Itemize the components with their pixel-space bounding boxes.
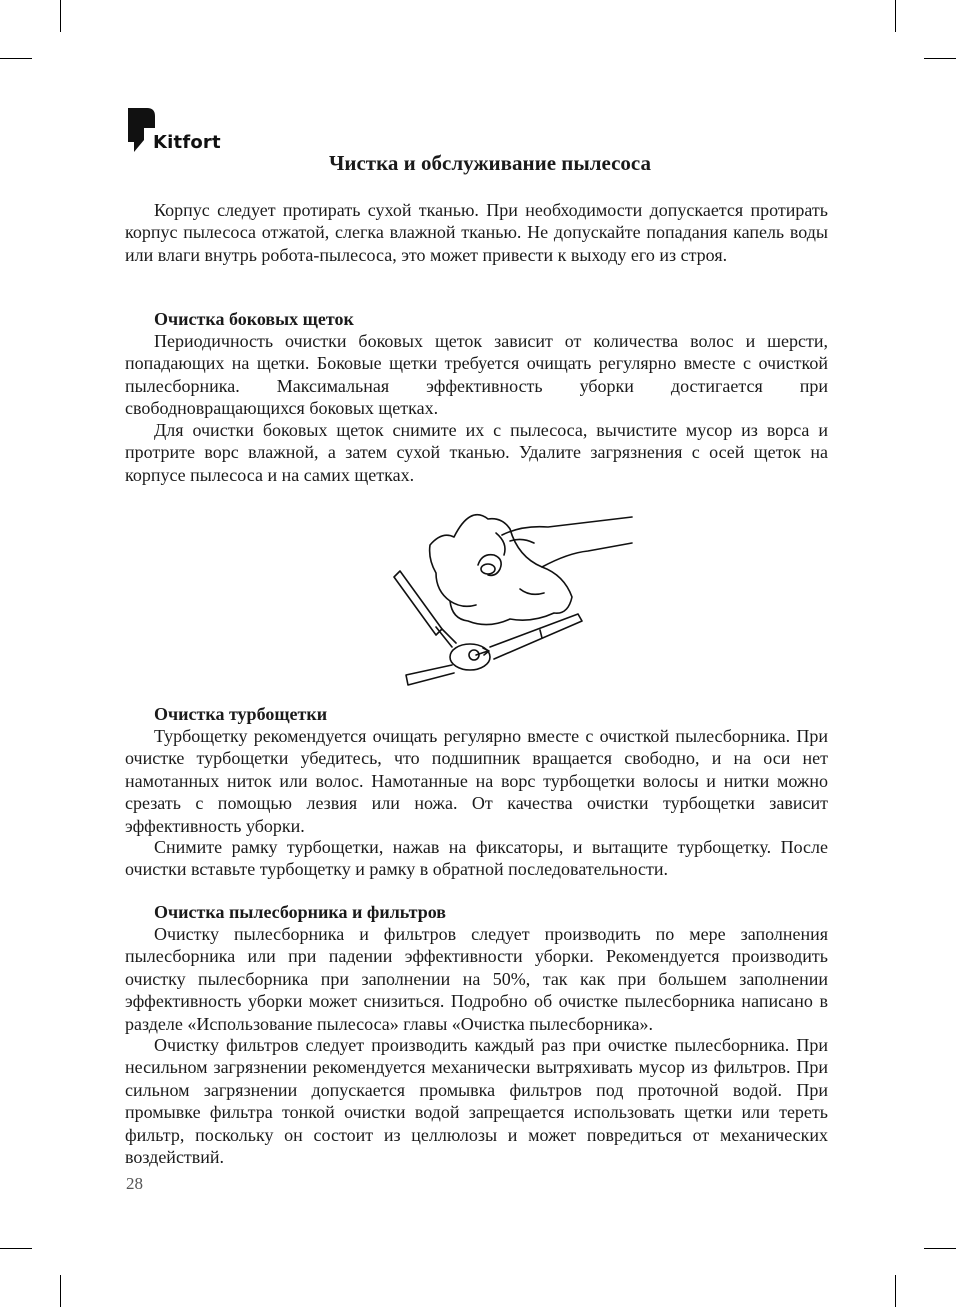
intro-paragraph: Корпус следует протирать сухой тканью. При необходимости допускается протирать корпус пылесоса отжатой, слегка влажной тканью. Не допускайте попадания капель воды или влаги внутрь робота-пылесоса, это может привести к выходу его из строя.: [125, 200, 828, 265]
brand-logo: [126, 106, 222, 158]
page-title: Чистка и обслуживание пылесоса: [328, 151, 652, 175]
section-paragraph: Снимите рамку турбощетки, нажав на фиксаторы, и вытащите турбощетку. После очистки вставьте турбощетку и рамку в обратной последовательности.: [125, 837, 828, 880]
crop-mark: [924, 58, 956, 59]
crop-mark: [895, 1275, 896, 1307]
crop-mark: [924, 1248, 956, 1249]
section-heading: Очистка пылесборника и фильтров: [154, 902, 446, 922]
page-number: 28: [126, 1174, 143, 1193]
crop-mark: [60, 0, 61, 32]
section-paragraph: Периодичность очистки боковых щеток зависит от количества волос и шерсти, попадающих на щетки. Боковые щетки требуется очищать регулярно вместе с очисткой пылесборника. Максимальная эффективность уборки достигается при свободновращающихся боковых щетках.: [125, 331, 828, 419]
crop-mark: [0, 1248, 32, 1249]
brush-cleaning-illustration: [392, 497, 636, 691]
crop-mark: [60, 1275, 61, 1307]
section-paragraph: Для очистки боковых щеток снимите их с пылесоса, вычистите мусор из ворса и протрите ворс влажной, а затем сухой тканью. Удалите загрязнения с осей щеток на корпусе пылесоса и на самих щетках.: [125, 420, 828, 485]
crop-mark: [895, 0, 896, 32]
section-paragraph: Очистку пылесборника и фильтров следует производить по мере заполнения пылесборника или при падении эффективности уборки. Рекомендуется производить очистку пылесборника при заполнении на 50%, так как при большем заполнении эффективность уборки может снизиться. Подробно об очистке пылесборника написано в разделе «Использование пылесоса» главы «Очистка пылесборника».: [125, 924, 828, 1034]
section-paragraph: Очистку фильтров следует производить каждый раз при очистке пылесборника. При несильном загрязнении рекомендуется механически вытряхивать мусор из фильтров. При сильном загрязнении допускается промывка фильтров под проточной водой. При промывке фильтра тонкой очистки водой запрещается использовать щетки или тереть фильтр, поскольку он состоит из целлюлозы и может повредиться от механических воздействий.: [125, 1035, 828, 1168]
section-paragraph: Турбощетку рекомендуется очищать регулярно вместе с очисткой пылесборника. При очистке турбощетки убедитесь, что подшипник вращается свободно, и на оси нет намотанных ниток или волос. Намотанные на ворс турбощетки волосы и нитки можно срезать с помощью лезвия или ножа. От качества очистки турбощетки зависит эффективность уборки.: [125, 726, 828, 836]
section-heading: Очистка турбощетки: [154, 704, 328, 724]
brand-name: Kitfort: [153, 132, 221, 153]
section-heading: Очистка боковых щеток: [154, 309, 354, 329]
kitfort-mark-icon: [126, 106, 156, 156]
crop-mark: [0, 58, 32, 59]
